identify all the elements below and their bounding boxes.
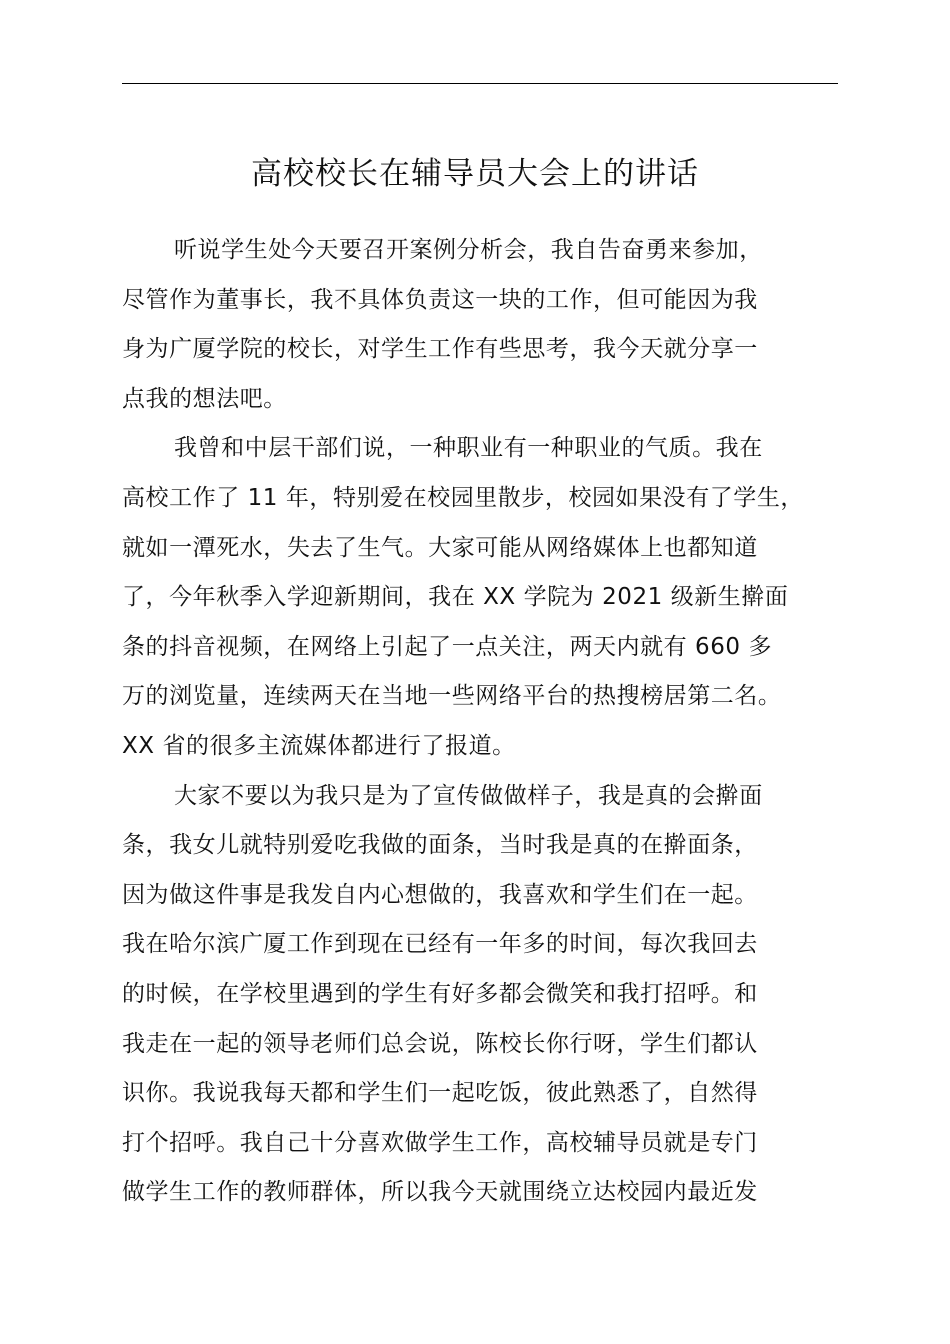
paragraph-2-line-7: XX 省的很多主流媒体都进行了报道。 xyxy=(122,732,516,759)
paragraph-1-line-2: 尽管作为董事长，我不具体负责这一块的工作，但可能因为我 xyxy=(122,286,758,313)
paragraph-2-line-4: 了，今年秋季入学迎新期间，我在 XX 学院为 2021 级新生擀面 xyxy=(122,584,789,611)
paragraph-3-line-1: 大家不要以为我只是为了宣传做做样子，我是真的会擀面 xyxy=(174,782,763,809)
header-rule xyxy=(122,83,838,84)
paragraph-2-line-3: 就如一潭死水，失去了生气。大家可能从网络媒体上也都知道 xyxy=(122,534,758,561)
paragraph-2-line-5: 条的抖音视频，在网络上引起了一点关注，两天内就有 660 多 xyxy=(122,633,773,660)
paragraph-1-line-4: 点我的想法吧。 xyxy=(122,385,287,412)
paragraph-3-line-5: 的时候，在学校里遇到的学生有好多都会微笑和我打招呼。和 xyxy=(122,980,758,1007)
paragraph-3-line-2: 条，我女儿就特别爱吃我做的面条，当时我是真的在擀面条， xyxy=(122,832,758,859)
page-title: 高校校长在辅导员大会上的讲话 xyxy=(251,156,699,192)
paragraph-2-line-1: 我曾和中层干部们说，一种职业有一种职业的气质。我在 xyxy=(174,435,763,462)
paragraph-3-line-4: 我在哈尔滨广厦工作到现在已经有一年多的时间，每次我回去 xyxy=(122,931,758,958)
paragraph-3-line-6: 我走在一起的领导老师们总会说，陈校长你行呀，学生们都认 xyxy=(122,1030,758,1057)
paragraph-3-line-7: 识你。我说我每天都和学生们一起吃饭，彼此熟悉了，自然得 xyxy=(122,1080,758,1107)
paragraph-3-line-8: 打个招呼。我自己十分喜欢做学生工作，高校辅导员就是专门 xyxy=(122,1129,758,1156)
document-body xyxy=(122,226,852,1218)
paragraph-1-line-3: 身为广厦学院的校长，对学生工作有些思考，我今天就分享一 xyxy=(122,336,758,363)
paragraph-3-line-3: 因为做这件事是我发自内心想做的，我喜欢和学生们在一起。 xyxy=(122,881,758,908)
paragraph-3-line-9: 做学生工作的教师群体，所以我今天就围绕立达校园内最近发 xyxy=(122,1179,758,1206)
paragraph-2-line-6: 万的浏览量，连续两天在当地一些网络平台的热搜榜居第二名。 xyxy=(122,683,782,710)
paragraph-1-line-1: 听说学生处今天要召开案例分析会，我自告奋勇来参加， xyxy=(174,237,763,263)
paragraph-2-line-2: 高校工作了 11 年，特别爱在校园里散步，校园如果没有了学生， xyxy=(122,484,804,511)
